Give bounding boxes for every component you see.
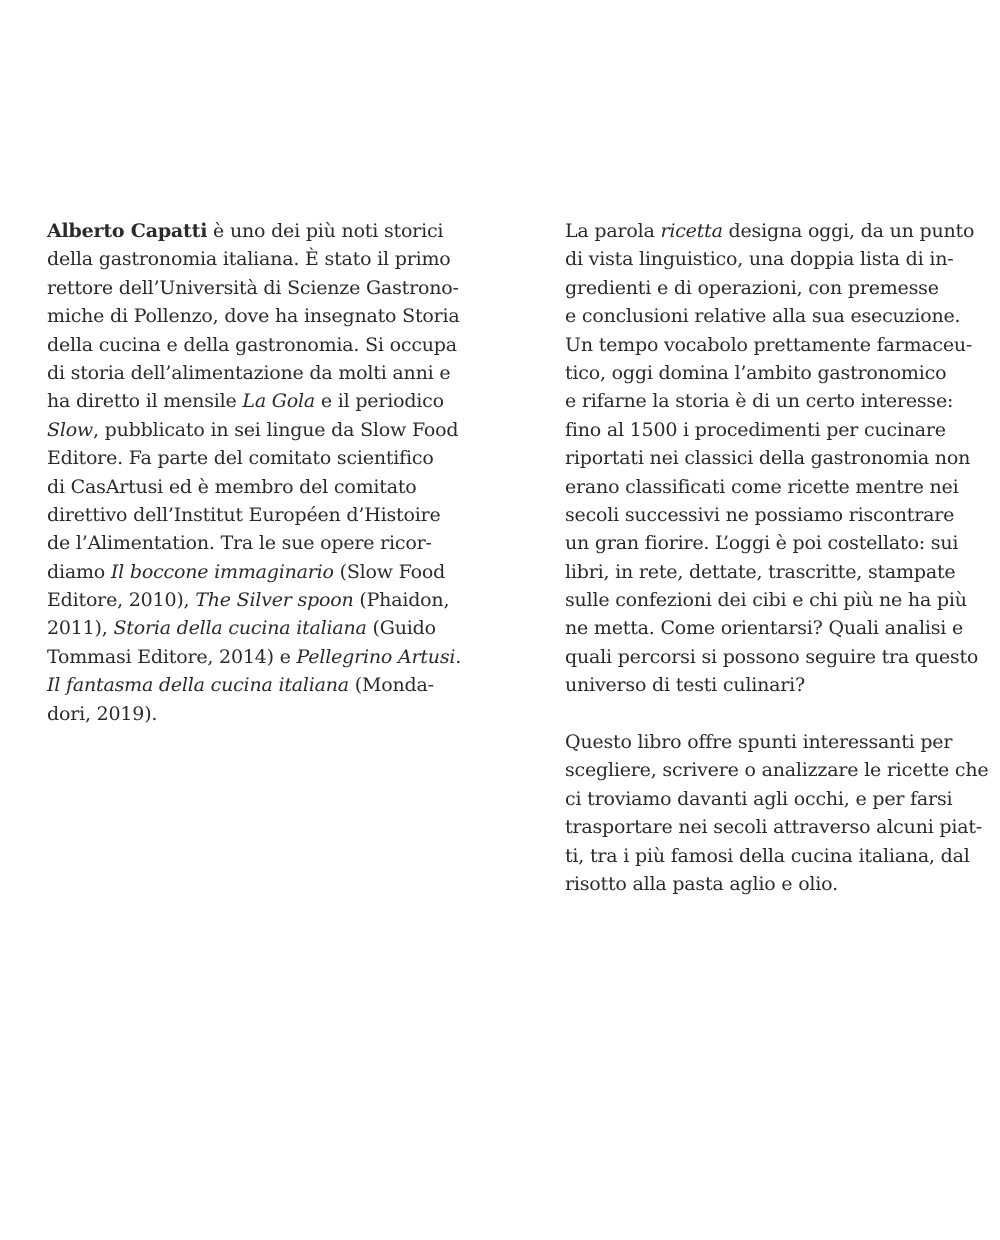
bio-line [47, 586, 461, 614]
text-run: della cucina e della gastronomia. Si occupa [47, 333, 457, 356]
text-run: trasportare nei secoli attraverso alcuni piat- [565, 816, 983, 839]
text-run: e conclusioni relative alla sua esecuzione. [565, 305, 961, 328]
bio-line [47, 359, 461, 387]
text-run: Editore. Fa parte del comitato scientifico [47, 447, 434, 470]
description-line [565, 558, 988, 586]
text-run: , pubblicato in sei lingue da Slow Food [93, 418, 459, 441]
bio-line [47, 614, 461, 642]
description-line [565, 586, 988, 614]
bio-line [47, 302, 461, 330]
text-run: di CasArtusi ed è membro del comitato [47, 475, 417, 498]
paragraph-spacer [565, 700, 988, 728]
title-italic: Il fantasma della cucina italiana [47, 674, 349, 697]
text-run: scegliere, scrivere o analizzare le ricette che [565, 759, 989, 782]
author-name: Alberto Capatti [47, 220, 208, 242]
description-line [565, 813, 988, 841]
description-line [565, 501, 988, 529]
text-run: dori, 2019). [47, 702, 158, 725]
text-run: un gran fiorire. L’oggi è poi costellato: sui [565, 532, 959, 555]
description-line [565, 387, 988, 415]
bio-line [47, 217, 461, 245]
text-run: designa oggi, da un punto [722, 220, 975, 242]
bio-line [47, 558, 461, 586]
description-line [565, 217, 988, 245]
text-run: e il periodico [315, 390, 444, 413]
bio-line [47, 700, 461, 728]
bio-line [47, 529, 461, 557]
text-run: Un tempo vocabolo prettamente farmaceu- [565, 333, 973, 356]
description-line [565, 643, 988, 671]
description-line [565, 444, 988, 472]
description-line [565, 785, 988, 813]
description-line [565, 302, 988, 330]
text-run: diamo [47, 560, 111, 583]
text-run: direttivo dell’Institut Européen d’Histoire [47, 503, 441, 526]
text-run: di vista linguistico, una doppia lista di in- [565, 248, 954, 271]
title-italic: Storia della cucina italiana [113, 617, 367, 640]
title-italic: La Gola [242, 390, 316, 413]
title-italic: ricetta [660, 220, 723, 242]
title-italic: Slow [47, 418, 93, 441]
text-run: (Phaidon, [353, 589, 450, 612]
description-line [565, 274, 988, 302]
text-run: secoli successivi ne possiamo riscontrare [565, 503, 955, 526]
description-line [565, 416, 988, 444]
text-run: tico, oggi domina l’ambito gastronomico [565, 361, 947, 384]
text-run: sulle confezioni dei cibi e chi più ne ha più [565, 589, 967, 612]
text-run: (Guido [366, 617, 436, 640]
bio-line [47, 671, 461, 699]
bio-line [47, 473, 461, 501]
text-run: fino al 1500 i procedimenti per cucinare [565, 418, 946, 441]
text-run: (Monda- [348, 674, 434, 697]
text-run: libri, in rete, dettate, trascritte, stampate [565, 560, 956, 583]
text-run: ha diretto il mensile [47, 390, 243, 413]
text-run: universo di testi culinari? [565, 674, 806, 697]
text-run: ne metta. Come orientarsi? Quali analisi e [565, 617, 964, 640]
description-paragraph-2 [565, 728, 988, 898]
text-run: e rifarne la storia è di un certo interesse: [565, 390, 954, 413]
text-run: è uno dei più noti storici [207, 220, 444, 242]
text-run: ti, tra i più famosi della cucina italiana, dal [565, 844, 970, 867]
description-paragraph-1 [565, 217, 988, 700]
author-bio [47, 217, 461, 728]
description-line [565, 614, 988, 642]
bio-line [47, 245, 461, 273]
bio-line [47, 643, 461, 671]
bio-line [47, 416, 461, 444]
text-run: La parola [565, 220, 661, 242]
book-description [565, 217, 988, 898]
text-run: de l’Alimentation. Tra le sue opere ricor- [47, 532, 432, 555]
text-run: gredienti e di operazioni, con premesse [565, 276, 939, 299]
description-line [565, 756, 988, 784]
text-run: della gastronomia italiana. È stato il primo [47, 248, 451, 271]
text-run: di storia dell’alimentazione da molti anni e [47, 361, 451, 384]
text-run: (Slow Food [333, 560, 446, 583]
bio-line [47, 387, 461, 415]
title-italic: Pellegrino Artusi. [296, 645, 462, 668]
description-line [565, 870, 988, 898]
text-run: 2011), [47, 617, 114, 640]
description-line [565, 331, 988, 359]
text-run: quali percorsi si possono seguire tra questo [565, 645, 979, 668]
description-line [565, 671, 988, 699]
description-line [565, 359, 988, 387]
bio-line [47, 274, 461, 302]
description-line [565, 473, 988, 501]
text-run: Editore, 2010), [47, 589, 196, 612]
bio-line [47, 501, 461, 529]
text-run: ci troviamo davanti agli occhi, e per farsi [565, 787, 953, 810]
bio-line [47, 331, 461, 359]
text-run: riportati nei classici della gastronomia non [565, 447, 971, 470]
description-line [565, 529, 988, 557]
title-italic: The Silver spoon [195, 589, 354, 612]
text-run: miche di Pollenzo, dove ha insegnato Storia [47, 305, 460, 328]
bio-line [47, 444, 461, 472]
text-run: Tommasi Editore, 2014) e [47, 645, 297, 668]
description-line [565, 728, 988, 756]
text-run: rettore dell’Università di Scienze Gastrono- [47, 276, 459, 299]
description-line [565, 245, 988, 273]
text-run: erano classificati come ricette mentre nei [565, 475, 959, 498]
text-run: risotto alla pasta aglio e olio. [565, 872, 838, 895]
description-line [565, 842, 988, 870]
text-run: Questo libro offre spunti interessanti per [565, 731, 953, 754]
title-italic: Il boccone immaginario [110, 560, 334, 583]
